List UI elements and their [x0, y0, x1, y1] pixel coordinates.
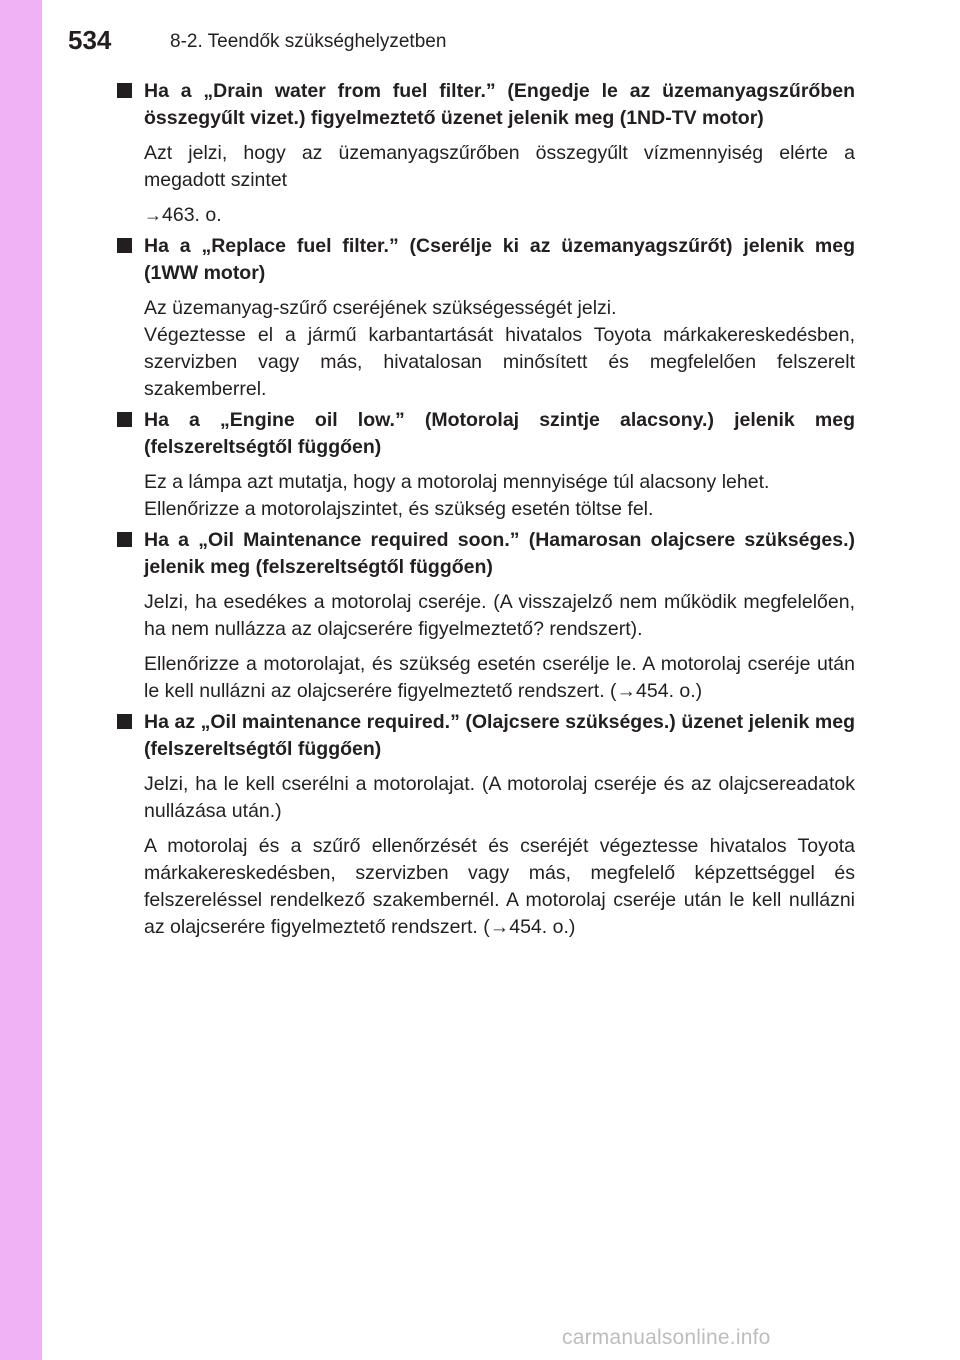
square-bullet-icon [117, 532, 132, 547]
entry-engine-oil-low [117, 407, 855, 523]
page-content [117, 78, 855, 945]
entry-paragraph: Jelzi, ha esedékes a motorolaj cseréje. (A visszajelző nem működik megfelelően, ha nem nullázza az olajcserére figyelmeztető? rendszert). [144, 591, 855, 640]
page-header [68, 24, 568, 56]
entry-oil-maintenance-required [117, 709, 855, 941]
page-reference-text: 463. o. [162, 204, 222, 226]
page-reference [144, 202, 855, 229]
entry-replace-fuel-filter [117, 233, 855, 403]
entry-drain-water [117, 78, 855, 229]
entry-paragraph: Ellenőrizze a motorolajat, és szükség esetén cserélje le. A motorolaj cseréje után le kell nullázni az olajcserére figyelmeztető rendszert. (→454. o.) [144, 653, 855, 702]
entry-heading: Ha a „Engine oil low.” (Motorolaj szintje alacsony.) jelenik meg (felszereltségtől függően) [144, 409, 855, 458]
entry-heading: Ha a „Replace fuel filter.” (Cserélje ki az üzemanyagszűrőt) jelenik meg (1WW motor) [144, 235, 855, 284]
entry-heading: Ha a „Oil Maintenance required soon.” (Hamarosan olajcsere szükséges.) jelenik meg (felszereltségtől függően) [144, 529, 855, 578]
section-title: 8-2. Teendők szükséghelyzetben [170, 31, 447, 52]
square-bullet-icon [117, 238, 132, 253]
entry-paragraph: Jelzi, ha le kell cserélni a motorolajat. (A motorolaj cseréje és az olajcsereadatok nullázása után.) [144, 773, 855, 822]
entry-paragraph: Ez a lámpa azt mutatja, hogy a motorolaj mennyisége túl alacsony lehet. Ellenőrizze a motorolajszintet, és szükség esetén töltse fel. [144, 471, 770, 520]
square-bullet-icon [117, 83, 132, 98]
page-number: 534 [68, 25, 112, 55]
square-bullet-icon [117, 412, 132, 427]
square-bullet-icon [117, 714, 132, 729]
entry-paragraph: A motorolaj és a szűrő ellenőrzését és cseréjét végeztesse hivatalos Toyota márkakereskedésben, szervizben vagy más, megfelelő képzettséggel és felszereléssel rendelkező szakembernél. A motorolaj cseréje után le kell nullázni az olajcserére figyelmeztető rendszert. (→454. o.) [144, 835, 855, 938]
entry-paragraph: Azt jelzi, hogy az üzemanyagszűrőben összegyűlt vízmennyiség elérte a megadott szintet [144, 142, 855, 191]
watermark: carmanualsonline.info [562, 1326, 771, 1349]
side-tab-bar [0, 0, 42, 1360]
entry-paragraph: Az üzemanyag-szűrő cseréjének szükségességét jelzi. Végeztesse el a jármű karbantartását hivatalos Toyota márkakereskedésben, szervizben vagy más, hivatalosan minősített és megfelelően felszerelt szakemberrel. [144, 297, 855, 400]
entry-heading: Ha a „Drain water from fuel filter.” (Engedje le az üzemanyagszűrőben összegyűlt vizet.) figyelmeztető üzenet jelenik meg (1ND-TV motor) [144, 80, 855, 129]
entry-oil-maintenance-soon [117, 527, 855, 705]
arrow-right-icon: → [144, 205, 162, 225]
entry-heading: Ha az „Oil maintenance required.” (Olajcsere szükséges.) üzenet jelenik meg (felszereltségtől függően) [144, 711, 855, 760]
